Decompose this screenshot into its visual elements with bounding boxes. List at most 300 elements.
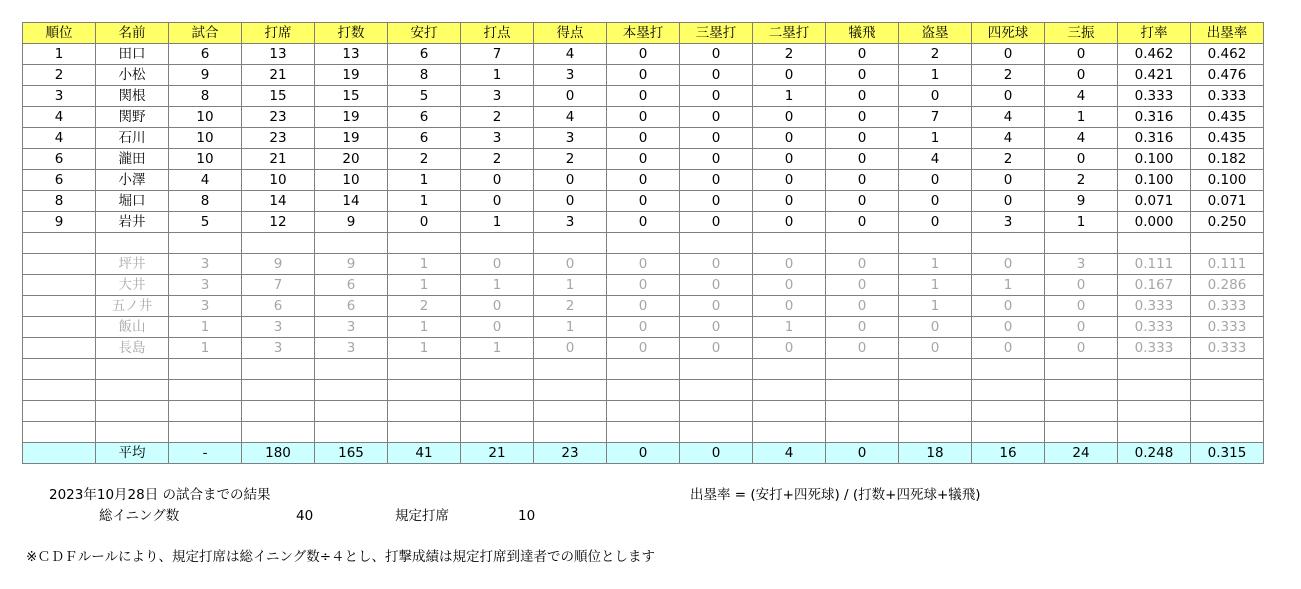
cell-steals: 1 [899,296,972,317]
cell-rbi: 0 [461,317,534,338]
cell-rank: 2 [23,65,96,86]
cell-hr: 0 [607,65,680,86]
cell-sac-fly: 0 [826,65,899,86]
header-steals: 盗塁 [899,23,972,44]
cell-strikeouts: 1 [1045,107,1118,128]
cell-doubles: 4 [753,443,826,464]
cell-hr: 0 [607,443,680,464]
cell-rbi: 0 [461,191,534,212]
cell-hr: 0 [607,254,680,275]
cell-doubles: 0 [753,212,826,233]
cell-avg: 0.462 [1118,44,1191,65]
cell-hits: 1 [388,338,461,359]
cell-doubles [753,380,826,401]
cell-name [96,233,169,254]
header-avg: 打率 [1118,23,1191,44]
cell-triples [680,233,753,254]
cell-strikeouts: 0 [1045,296,1118,317]
cell-games: 10 [169,128,242,149]
cell-sac-fly: 0 [826,275,899,296]
cell-ab: 3 [315,317,388,338]
cell-games: 6 [169,44,242,65]
cell-hits: 1 [388,191,461,212]
cell-triples: 0 [680,44,753,65]
cell-pa: 3 [242,338,315,359]
cell-strikeouts [1045,233,1118,254]
cell-rank: 4 [23,107,96,128]
cell-hr: 0 [607,296,680,317]
cell-sac-fly: 0 [826,254,899,275]
cell-triples: 0 [680,149,753,170]
cell-ab: 13 [315,44,388,65]
cell-walks-hbp: 0 [972,86,1045,107]
cell-hits: 6 [388,107,461,128]
cell-obp: 0.333 [1191,317,1264,338]
cell-games [169,233,242,254]
cell-runs [534,380,607,401]
table-row [23,44,1264,65]
cell-games: 3 [169,254,242,275]
cell-walks-hbp: 0 [972,170,1045,191]
table-row-unqualified [23,317,1264,338]
cell-doubles [753,422,826,443]
cell-doubles: 1 [753,317,826,338]
cell-ab [315,380,388,401]
cell-strikeouts [1045,359,1118,380]
cell-strikeouts: 0 [1045,275,1118,296]
cell-doubles [753,401,826,422]
cell-ab: 14 [315,191,388,212]
header-triples: 三塁打 [680,23,753,44]
cell-hr: 0 [607,128,680,149]
cell-doubles: 1 [753,86,826,107]
cell-name: 長島 [96,338,169,359]
cell-runs: 3 [534,212,607,233]
cell-triples: 0 [680,296,753,317]
cell-rank [23,443,96,464]
cell-runs: 23 [534,443,607,464]
cell-rbi: 3 [461,128,534,149]
cell-hr: 0 [607,149,680,170]
cell-runs: 2 [534,149,607,170]
cell-avg: 0.071 [1118,191,1191,212]
cell-walks-hbp: 2 [972,149,1045,170]
table-row [23,149,1264,170]
cell-name: 五ノ井 [96,296,169,317]
cell-avg: 0.333 [1118,86,1191,107]
cell-hr: 0 [607,191,680,212]
cell-rank [23,359,96,380]
cell-hr: 0 [607,86,680,107]
cell-rank [23,338,96,359]
cell-games: 8 [169,86,242,107]
cell-walks-hbp: 0 [972,254,1045,275]
cell-doubles: 2 [753,44,826,65]
cell-name [96,359,169,380]
cell-walks-hbp [972,422,1045,443]
cell-walks-hbp: 0 [972,44,1045,65]
cell-avg: 0.333 [1118,296,1191,317]
cell-ab [315,233,388,254]
cell-strikeouts: 0 [1045,317,1118,338]
cell-triples: 0 [680,107,753,128]
cell-runs: 1 [534,275,607,296]
cell-avg [1118,422,1191,443]
cell-hr [607,380,680,401]
cell-rank: 6 [23,170,96,191]
cell-strikeouts: 0 [1045,65,1118,86]
cell-walks-hbp: 4 [972,128,1045,149]
table-row [23,86,1264,107]
cell-ab [315,401,388,422]
cell-avg: 0.167 [1118,275,1191,296]
cell-runs: 3 [534,65,607,86]
cell-pa: 23 [242,107,315,128]
cell-doubles: 0 [753,296,826,317]
cell-obp [1191,359,1264,380]
cell-rbi: 0 [461,296,534,317]
cell-rank: 9 [23,212,96,233]
cell-pa [242,401,315,422]
cell-rbi: 1 [461,338,534,359]
cell-steals: 18 [899,443,972,464]
cell-triples [680,380,753,401]
qualifying-pa-value: 10 [518,508,536,524]
cell-avg: 0.316 [1118,128,1191,149]
cell-games: 5 [169,212,242,233]
cell-doubles: 0 [753,128,826,149]
cell-name [96,380,169,401]
cell-pa [242,380,315,401]
cell-rank [23,296,96,317]
cell-runs [534,401,607,422]
cell-rbi: 0 [461,170,534,191]
table-row [23,191,1264,212]
cell-ab: 15 [315,86,388,107]
cell-doubles: 0 [753,149,826,170]
cell-sac-fly: 0 [826,296,899,317]
cell-name: 堀口 [96,191,169,212]
cell-triples: 0 [680,86,753,107]
cell-games [169,401,242,422]
header-sac-fly: 犠飛 [826,23,899,44]
cell-runs [534,422,607,443]
cell-runs: 0 [534,338,607,359]
cell-hr: 0 [607,212,680,233]
cell-strikeouts [1045,380,1118,401]
cell-triples: 0 [680,254,753,275]
header-games: 試合 [169,23,242,44]
cell-ab: 165 [315,443,388,464]
cell-rbi [461,380,534,401]
cell-hr: 0 [607,170,680,191]
cell-pa: 23 [242,128,315,149]
cell-triples [680,422,753,443]
cell-obp: 0.182 [1191,149,1264,170]
cell-avg: 0.111 [1118,254,1191,275]
cell-name: 田口 [96,44,169,65]
cell-rank: 6 [23,149,96,170]
cell-strikeouts: 2 [1045,170,1118,191]
cell-hr: 0 [607,275,680,296]
cell-sac-fly: 0 [826,149,899,170]
cell-obp: 0.111 [1191,254,1264,275]
cell-hits [388,380,461,401]
cell-games: 10 [169,149,242,170]
cell-triples: 0 [680,317,753,338]
cell-avg [1118,380,1191,401]
cell-sac-fly [826,359,899,380]
table-row [23,170,1264,191]
cell-pa: 10 [242,170,315,191]
table-header-row [23,23,1264,44]
cell-rbi [461,233,534,254]
cell-games [169,422,242,443]
cell-name: 岩井 [96,212,169,233]
header-ab: 打数 [315,23,388,44]
cell-sac-fly: 0 [826,128,899,149]
cell-ab: 20 [315,149,388,170]
table-row [23,65,1264,86]
cell-doubles: 0 [753,338,826,359]
cell-runs [534,359,607,380]
cell-hr: 0 [607,44,680,65]
cell-ab: 9 [315,254,388,275]
cell-walks-hbp: 4 [972,107,1045,128]
cell-pa: 7 [242,275,315,296]
cell-strikeouts [1045,401,1118,422]
average-row [23,443,1264,464]
cell-triples: 0 [680,170,753,191]
cell-strikeouts: 4 [1045,128,1118,149]
cell-name: 関野 [96,107,169,128]
cell-steals: 1 [899,275,972,296]
cell-avg: 0.333 [1118,338,1191,359]
cell-obp: 0.476 [1191,65,1264,86]
cell-pa: 15 [242,86,315,107]
cell-name: 大井 [96,275,169,296]
cell-name: 小澤 [96,170,169,191]
cell-walks-hbp [972,359,1045,380]
cell-games: 9 [169,65,242,86]
cell-obp: 0.250 [1191,212,1264,233]
cell-hits [388,401,461,422]
cell-obp: 0.333 [1191,86,1264,107]
cell-hits [388,359,461,380]
cell-ab: 6 [315,296,388,317]
cell-obp: 0.435 [1191,107,1264,128]
cell-hits: 0 [388,212,461,233]
cell-name [96,422,169,443]
cell-rbi: 3 [461,86,534,107]
cell-runs: 0 [534,254,607,275]
cell-hr [607,233,680,254]
cell-walks-hbp: 0 [972,191,1045,212]
cell-name: 小松 [96,65,169,86]
rule-note: ※ＣＤＦルールにより、規定打席は総イニング数÷４とし、打撃成績は規定打席到達者での順位とします [26,549,656,565]
cell-runs: 2 [534,296,607,317]
batting-stats-table [22,22,1264,464]
cell-steals [899,233,972,254]
cell-strikeouts: 1 [1045,212,1118,233]
cell-rank [23,233,96,254]
cell-games: 8 [169,191,242,212]
cell-avg: 0.100 [1118,170,1191,191]
cell-ab [315,359,388,380]
cell-hits: 41 [388,443,461,464]
cell-pa: 180 [242,443,315,464]
cell-rank: 4 [23,128,96,149]
cell-rank [23,380,96,401]
cell-ab: 10 [315,170,388,191]
cell-steals [899,422,972,443]
cell-name: 瀧田 [96,149,169,170]
cell-hr [607,422,680,443]
header-runs: 得点 [534,23,607,44]
cell-hr [607,401,680,422]
cell-rbi [461,401,534,422]
cell-avg: 0.248 [1118,443,1191,464]
cell-sac-fly: 0 [826,107,899,128]
cell-rank: 8 [23,191,96,212]
total-innings-label: 総イニング数 [99,508,180,524]
cell-rbi [461,422,534,443]
cell-strikeouts [1045,422,1118,443]
cell-games: 3 [169,296,242,317]
header-obp: 出塁率 [1191,23,1264,44]
cell-steals: 7 [899,107,972,128]
cell-triples: 0 [680,212,753,233]
cell-ab: 6 [315,275,388,296]
cell-pa: 6 [242,296,315,317]
cell-avg [1118,401,1191,422]
cell-ab: 3 [315,338,388,359]
table-row [23,212,1264,233]
cell-obp: 0.315 [1191,443,1264,464]
qualifying-pa-label: 規定打席 [395,508,449,524]
cell-rbi: 21 [461,443,534,464]
cell-strikeouts: 0 [1045,338,1118,359]
header-doubles: 二塁打 [753,23,826,44]
cell-hr [607,359,680,380]
cell-sac-fly: 0 [826,443,899,464]
cell-obp: 0.462 [1191,44,1264,65]
cell-walks-hbp: 0 [972,296,1045,317]
cell-triples: 0 [680,191,753,212]
cell-obp [1191,233,1264,254]
cell-ab: 19 [315,65,388,86]
cell-pa: 21 [242,149,315,170]
cell-pa: 13 [242,44,315,65]
cell-doubles: 0 [753,275,826,296]
cell-triples: 0 [680,338,753,359]
cell-strikeouts: 4 [1045,86,1118,107]
cell-steals [899,380,972,401]
table-row-unqualified [23,338,1264,359]
cell-hits: 8 [388,65,461,86]
cell-sac-fly: 0 [826,338,899,359]
cell-doubles: 0 [753,107,826,128]
cell-sac-fly [826,233,899,254]
cell-runs: 0 [534,170,607,191]
cell-pa: 9 [242,254,315,275]
cell-games: 1 [169,338,242,359]
cell-rank [23,422,96,443]
cell-ab: 9 [315,212,388,233]
cell-obp [1191,380,1264,401]
cell-doubles: 0 [753,191,826,212]
header-hr: 本塁打 [607,23,680,44]
cell-steals: 1 [899,128,972,149]
cell-sac-fly: 0 [826,191,899,212]
cell-hr: 0 [607,338,680,359]
cell-pa [242,233,315,254]
cell-rbi: 7 [461,44,534,65]
cell-games: 3 [169,275,242,296]
cell-hits: 5 [388,86,461,107]
empty-row [23,359,1264,380]
cell-runs: 0 [534,86,607,107]
cell-strikeouts: 9 [1045,191,1118,212]
cell-pa [242,422,315,443]
cell-runs: 1 [534,317,607,338]
cell-runs: 3 [534,128,607,149]
cell-walks-hbp: 3 [972,212,1045,233]
cell-sac-fly [826,401,899,422]
table-row-unqualified [23,296,1264,317]
cell-steals: 0 [899,212,972,233]
cell-strikeouts: 0 [1045,149,1118,170]
cell-rank [23,254,96,275]
cell-sac-fly: 0 [826,86,899,107]
cell-rbi: 1 [461,212,534,233]
cell-steals [899,401,972,422]
cell-pa: 3 [242,317,315,338]
cell-name [96,401,169,422]
cell-walks-hbp [972,380,1045,401]
cell-triples [680,359,753,380]
cell-sac-fly [826,422,899,443]
cell-games: - [169,443,242,464]
cell-obp: 0.071 [1191,191,1264,212]
header-name: 名前 [96,23,169,44]
cell-avg [1118,359,1191,380]
cell-pa: 21 [242,65,315,86]
cell-games [169,359,242,380]
cell-hits: 6 [388,44,461,65]
cell-hits: 1 [388,254,461,275]
table-row-unqualified [23,275,1264,296]
cell-name: 石川 [96,128,169,149]
cell-rbi: 2 [461,107,534,128]
cell-walks-hbp: 16 [972,443,1045,464]
cell-steals: 0 [899,338,972,359]
header-rank: 順位 [23,23,96,44]
cell-sac-fly: 0 [826,44,899,65]
cell-hits [388,233,461,254]
cell-hits: 6 [388,128,461,149]
header-pa: 打席 [242,23,315,44]
empty-row [23,380,1264,401]
cell-strikeouts: 0 [1045,44,1118,65]
cell-steals: 1 [899,254,972,275]
cell-name: 飯山 [96,317,169,338]
cell-steals [899,359,972,380]
cell-walks-hbp: 0 [972,338,1045,359]
cell-triples: 0 [680,275,753,296]
cell-runs [534,233,607,254]
cell-steals: 4 [899,149,972,170]
